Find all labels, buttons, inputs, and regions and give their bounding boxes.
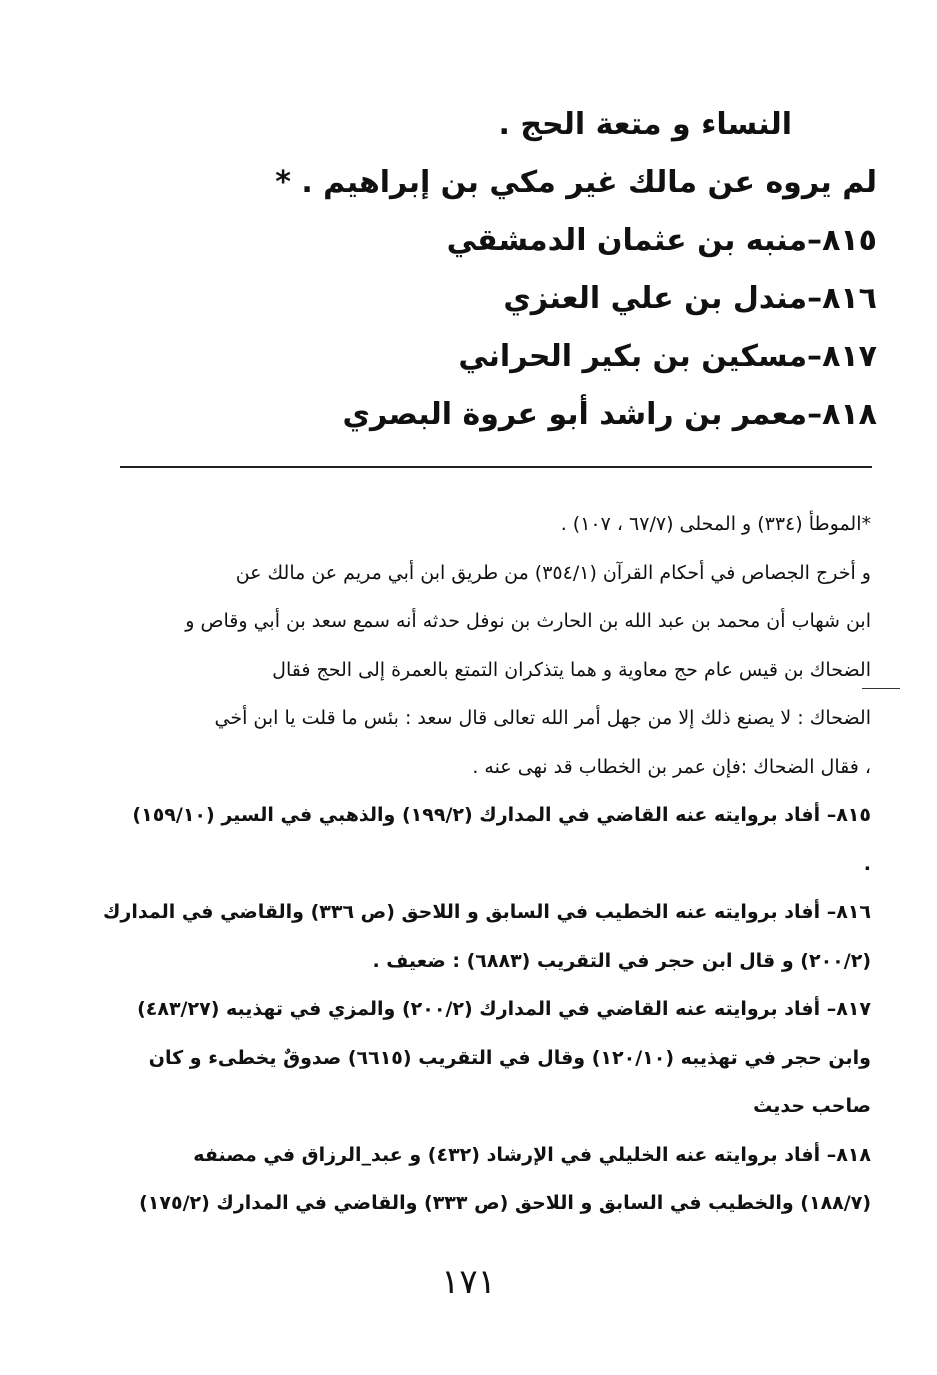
- footnotes: [103, 500, 871, 1228]
- footnote-line: الضحاك : لا يصنع ذلك إلا من جهل أمر الله تعالى قال سعد : بئس ما قلت يا ابن أخي: [214, 707, 871, 729]
- footnote-line: .: [863, 852, 871, 875]
- footnote-line: وابن حجر في تهذيبه (١٢٠/١٠) وقال في التقريب (٦٦١٥) صدوقٌ يخطىء و كان: [148, 1046, 871, 1069]
- main-text: [117, 96, 877, 444]
- main-line: لم يروه عن مالك غير مكي بن إبراهيم . *: [275, 165, 877, 200]
- footnote-line: (١٨٨/٧) والخطيب في السابق و اللاحق (ص ٣٣٣) والقاضي في المدارك (١٧٥/٢): [139, 1192, 871, 1214]
- narrator-entry-818: ٨١٨–معمر بن راشد أبو عروة البصري: [342, 397, 877, 432]
- footnote-line: *الموطأ (٣٣٤) و المحلى (٦٧/٧ ، ١٠٧) .: [560, 513, 871, 535]
- footnote-816: ٨١٦– أفاد بروايته عنه الخطيب في السابق و اللاحق (ص ٣٣٦) والقاضي في المدارك: [103, 901, 871, 923]
- narrator-entry-817: ٨١٧–مسكين بن بكير الحراني: [458, 339, 877, 374]
- footnote-817: ٨١٧– أفاد بروايته عنه القاضي في المدارك (٢٠٠/٢) والمزي في تهذيبه (٤٨٣/٢٧): [137, 998, 871, 1020]
- footnote-815: ٨١٥– أفاد بروايته عنه القاضي في المدارك (١٩٩/٢) والذهبي في السير (١٥٩/١٠): [132, 804, 871, 826]
- footnote-line: صاحب حديث: [753, 1095, 871, 1117]
- page-number: ١٧١: [441, 1262, 496, 1302]
- narrator-entry-815: ٨١٥–منبه بن عثمان الدمشقي: [446, 223, 877, 258]
- footnote-line: و أخرج الجصاص في أحكام القرآن (٣٥٤/١) من طريق ابن أبي مريم عن مالك عن: [235, 561, 871, 584]
- footnote-line: ، فقال الضحاك :فإن عمر بن الخطاب قد نهى عنه .: [472, 755, 871, 778]
- footnote-separator: [120, 466, 872, 468]
- footnote-818: ٨١٨– أفاد بروايته عنه الخليلي في الإرشاد (٤٣٢) و عبد_الرزاق في مصنفه: [193, 1143, 871, 1166]
- footnote-line: ابن شهاب أن محمد بن عبد الله بن الحارث بن نوفل حدثه أنه سمع سعد بن أبي وقاص و: [185, 610, 871, 632]
- footnote-line: (٢٠٠/٢) و قال ابن حجر في التقريب (٦٨٨٣) : ضعيف .: [372, 949, 871, 972]
- footnote-line: الضحاك بن قيس عام حج معاوية و هما يتذكران التمتع بالعمرة إلى الحج فقال: [272, 658, 871, 681]
- main-line: النساء و متعة الحج .: [498, 107, 792, 142]
- narrator-entry-816: ٨١٦–مندل بن علي العنزي: [503, 281, 877, 316]
